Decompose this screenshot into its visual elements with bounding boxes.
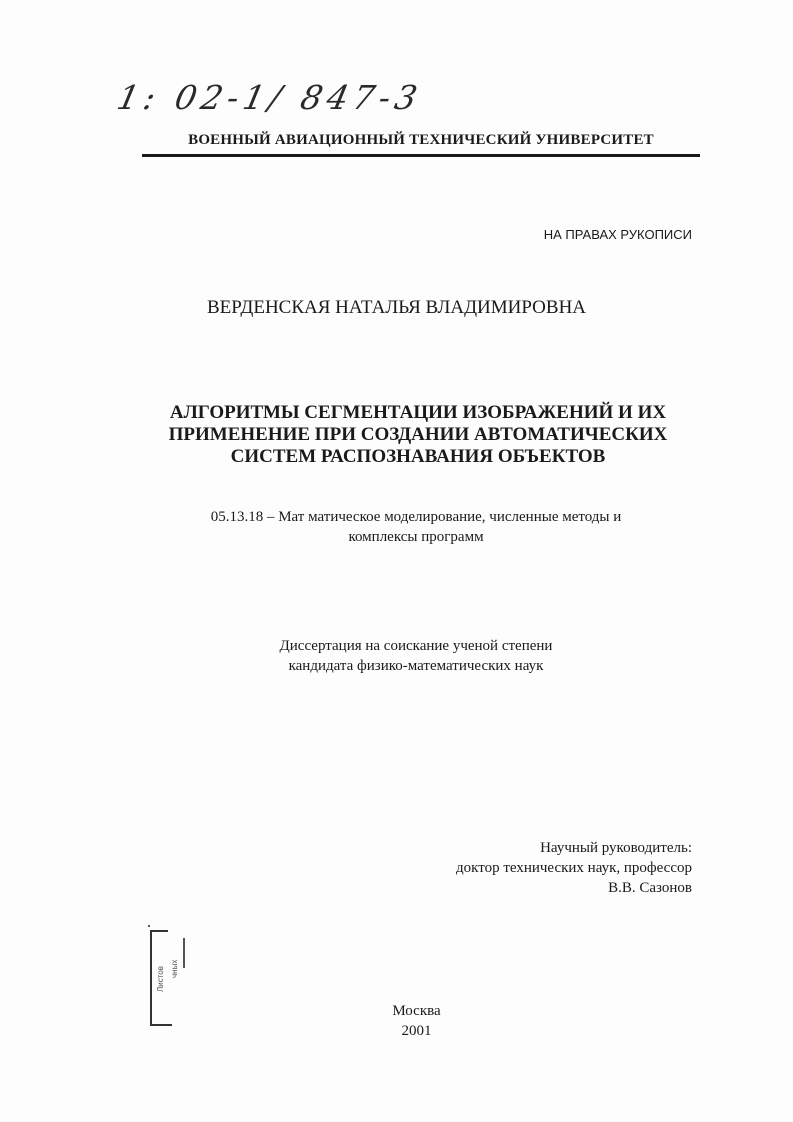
supervisor-line: Научный руководитель: bbox=[540, 840, 692, 856]
university-underline bbox=[142, 154, 700, 157]
rights-notice: НА ПРАВАХ РУКОПИСИ bbox=[543, 227, 692, 242]
degree-line: кандидата физико-математических наук bbox=[288, 658, 544, 674]
degree-line: Диссертация на соискание ученой степени bbox=[279, 638, 553, 654]
university-name: ВОЕННЫЙ АВИАЦИОННЫЙ ТЕХНИЧЕСКИЙ УНИВЕРСИТЕТ bbox=[188, 132, 654, 148]
stamp-text: чных bbox=[170, 959, 179, 978]
title-line: ПРИМЕНЕНИЕ ПРИ СОЗДАНИИ АВТОМАТИЧЕСКИХ bbox=[168, 424, 668, 445]
supervisor-line: В.В. Сазонов bbox=[608, 880, 692, 896]
scan-speck bbox=[148, 925, 150, 927]
stamp-text: Листов bbox=[156, 966, 165, 992]
title-line: СИСТЕМ РАСПОЗНАВАНИЯ ОБЪЕКТОВ bbox=[230, 446, 606, 467]
specialty-line: 05.13.18 – Мат матическое моделирование, численные методы и bbox=[210, 509, 622, 525]
supervisor-line: доктор технических наук, профессор bbox=[455, 860, 692, 876]
title-line: АЛГОРИТМЫ СЕГМЕНТАЦИИ ИЗОБРАЖЕНИЙ И ИХ bbox=[169, 402, 667, 423]
author-name: ВЕРДЕНСКАЯ НАТАЛЬЯ ВЛАДИМИРОВНА bbox=[206, 297, 587, 318]
degree-statement bbox=[160, 636, 672, 676]
stamp-frame-right bbox=[183, 938, 185, 968]
specialty-line: комплексы программ bbox=[348, 529, 484, 545]
city: Москва bbox=[392, 1003, 441, 1019]
stamp-frame-top bbox=[150, 930, 168, 932]
city-and-year bbox=[0, 1001, 793, 1041]
year: 2001 bbox=[401, 1023, 432, 1039]
specialty-code bbox=[160, 507, 672, 547]
scientific-supervisor bbox=[456, 838, 692, 898]
dissertation-title bbox=[120, 402, 716, 468]
handwritten-archive-code: 1: 02-1/ 847-3 bbox=[113, 78, 426, 117]
